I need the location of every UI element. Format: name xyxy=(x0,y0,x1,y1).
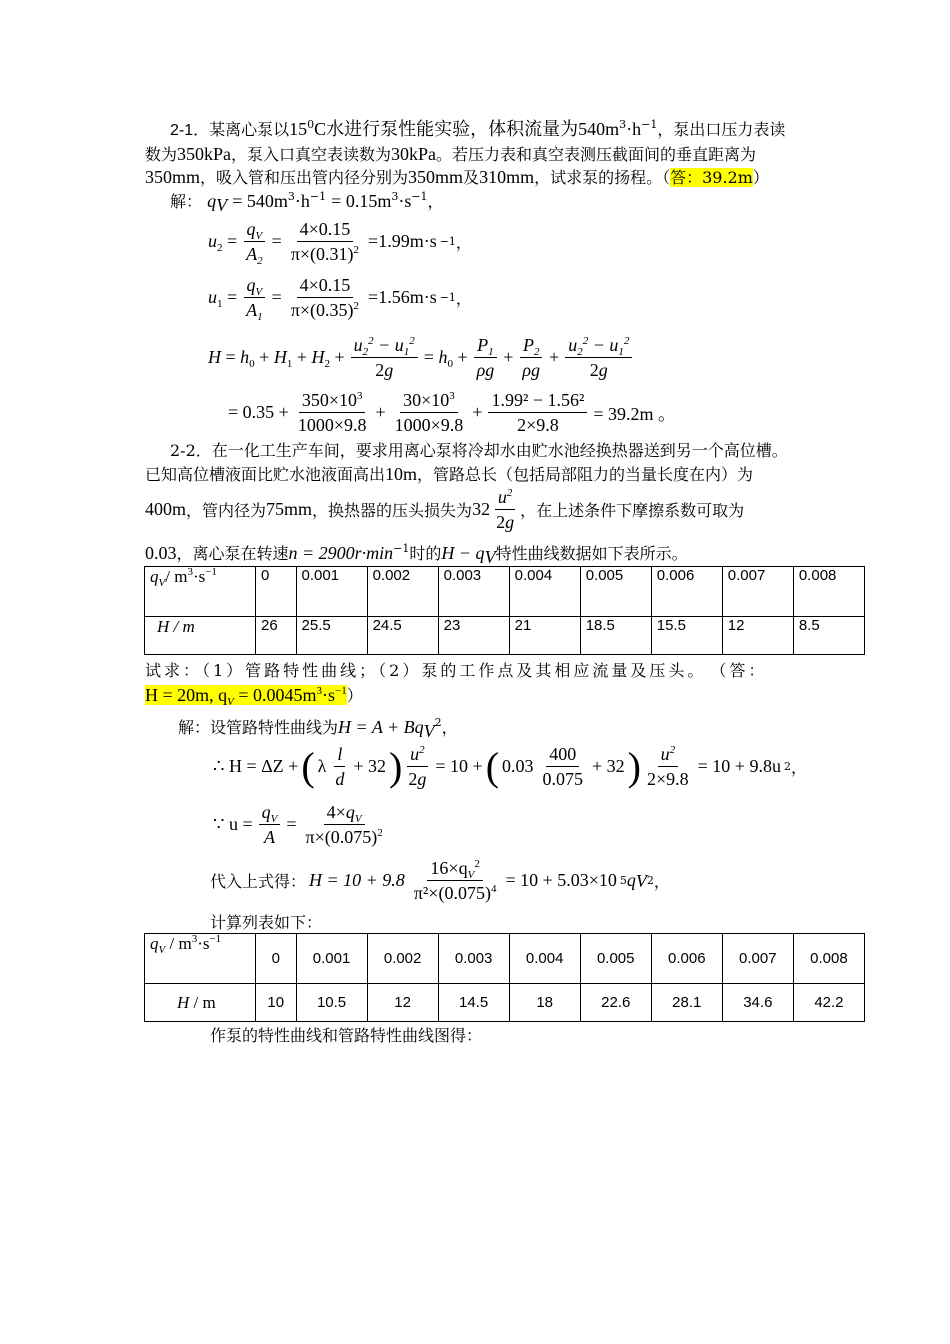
p22-line-4: 0.03，离心泵在转速$n = 2900r\cdot\min^{-1}$时的$H - q_V$特性曲线数据如下表所示。 xyxy=(145,542,688,567)
p22-eq-2: ∴ H = ΔZ + ( λ $\frac{l}{d}$ + 32 ) $\frac{u^2}{2g}$ = 10 + ( 0.03 $\frac{400}{0.075}$ + 32 ) $\frac{u^2}{2\times 9.8}$ = 10 + 9.8u 2 ， xyxy=(213,743,807,789)
table1-header-q: $q_V/$ $m^3\cdot s^{-1}$ xyxy=(145,567,256,617)
pump-data-table xyxy=(144,566,865,655)
p22-sol-1: 解：设管路特性曲线为$H = A + Bq_V^2$， xyxy=(178,716,458,741)
p21-line-3: 350mm，吸入管和压出管内径分别为350mm及310mm，试求泵的扬程。（答：39.2m） xyxy=(145,167,769,187)
table2-cell: 28.1 xyxy=(651,984,722,1022)
table2-cell: 0.007 xyxy=(722,934,793,984)
table2-cell: 0 xyxy=(256,934,297,984)
p22-answer: H = 20m, $q_V = 0.0045m^3\cdot s^{-1}$） xyxy=(145,685,363,708)
table1-cell: 0.005 xyxy=(580,567,651,617)
table2-cell: 42.2 xyxy=(793,984,864,1022)
table1-cell: 0.002 xyxy=(367,567,438,617)
table1-cell: 0.006 xyxy=(651,567,722,617)
table2-cell: 0.001 xyxy=(296,934,367,984)
table2-cell: 0.005 xyxy=(580,934,651,984)
table1-cell: 0.008 xyxy=(793,567,864,617)
p21-eq-u2: $u_2$ = $\frac{q_V}{A_2}$ = $\frac{4\times 0.15}{\pi\times(0.31)^2}$ =1.99m·s −1 ， xyxy=(208,219,472,267)
table2-cell: 10 xyxy=(256,984,297,1022)
answer-highlight: H = 20m, $q_V = 0.0045m^3\cdot s^{-1}$ xyxy=(145,685,347,708)
table1-cell: 21 xyxy=(509,617,580,655)
table1-cell: 25.5 xyxy=(296,617,367,655)
p21-eq-qv: 解： $q_V = 540m^3\cdot h^{-1} = 0.15m^3\cdot s^{-1}$， xyxy=(170,190,444,215)
table1-cell: 18.5 xyxy=(580,617,651,655)
table2-cell: 0.002 xyxy=(367,934,438,984)
p21-eq-H: $H = h_0 + H_1 + H_2$ + $\frac{u_2^2 - u_1^2}{2g}$ = $h_0$ + $\frac{P_1}{\rho g}$ + $\frac{P_2}{\rho g}$ + $\frac{u_2^2 - u_1^2}{2g}$ xyxy=(205,333,635,382)
p22-line-1: 2-2．在一化工生产车间，要求用离心泵将冷却水由贮水池经换热器送到另一个高位槽。 xyxy=(170,441,788,460)
table2-cell: 18 xyxy=(509,984,580,1022)
p22-eq-3: ∵ u = $\frac{q_V}{A}$ = $\frac{4\times q_V}{\pi\times(0.075)^2}$ xyxy=(213,802,383,847)
table2-header-h: H / m xyxy=(145,984,256,1022)
table2-cell: 0.008 xyxy=(793,934,864,984)
table1-cell: 0 xyxy=(256,567,297,617)
table1-cell: 26 xyxy=(256,617,297,655)
table1-cell: 0.004 xyxy=(509,567,580,617)
p22-line-3: 400m ，管内径为 75mm ，换热器的压头损失为 32 $\frac{u^2}{2g}$ ，在上述条件下摩擦系数可取为 xyxy=(145,487,745,532)
p22-eq-4: 代入上式得： H = 10 + 9.8 $\frac{16\times q_V^2}{\pi^2\times(0.075)^4}$ = 10 + 5.03×10 5 q V 2 ， xyxy=(210,858,670,903)
table1-cell: 0.007 xyxy=(722,567,793,617)
p21-line-2: 数为350kPa，泵入口真空表读数为30kPa。若压力表和真空表测压截面间的垂直距离为 xyxy=(145,144,757,164)
table2-cell: 0.003 xyxy=(438,934,509,984)
p22-calc-label: 计算列表如下： xyxy=(210,913,323,932)
p21-line-1: 2-1．某离心泵以$15^0C$水进行泵性能实验，体积流量为$540m^3\cdot h^{-1}$，泵出口压力表读 xyxy=(170,118,786,139)
table1-cell: 15.5 xyxy=(651,617,722,655)
table2-cell: 14.5 xyxy=(438,984,509,1022)
table2-header-q: $q_V / m^3\cdot s^{-1}$ xyxy=(145,934,256,984)
p22-question: 试求：（1）管路特性曲线；（2）泵的工作点及其相应流量及压头。 （答： xyxy=(145,661,768,680)
table2-cell: 10.5 xyxy=(296,984,367,1022)
table1-cell: 23 xyxy=(438,617,509,655)
table1-cell: 0.003 xyxy=(438,567,509,617)
p21-eq-u1: $u_1$ = $\frac{q_V}{A_1}$ = $\frac{4\times 0.15}{\pi\times(0.35)^2}$ =1.56m·s −1 ， xyxy=(208,275,472,323)
table2-cell: 12 xyxy=(367,984,438,1022)
table2-cell: 0.004 xyxy=(509,934,580,984)
table1-cell: 12 xyxy=(722,617,793,655)
table1-cell: 0.001 xyxy=(296,567,367,617)
table1-header-h: H / m xyxy=(145,617,256,655)
pipe-calc-table xyxy=(144,933,865,1022)
table1-cell: 24.5 xyxy=(367,617,438,655)
table2-cell: 22.6 xyxy=(580,984,651,1022)
answer-highlight: 答：39.2m xyxy=(670,168,753,187)
p21-eq-final: = 0.35 + $\frac{350\times 10^3}{1000\times 9.8}$ + $\frac{30\times 10^3}{1000\times 9.8}$ + $\frac{\text{1.99² − 1.56²}}{2\times 9.8}$ = 39.2m 。 xyxy=(228,390,677,435)
table1-cell: 8.5 xyxy=(793,617,864,655)
table2-cell: 34.6 xyxy=(722,984,793,1022)
table2-cell: 0.006 xyxy=(651,934,722,984)
p22-last-line: 作泵的特性曲线和管路特性曲线图得： xyxy=(210,1026,483,1045)
p22-line-2: 已知高位槽液面比贮水池液面高出10m，管路总长（包括局部阻力的当量长度在内）为 xyxy=(145,464,754,484)
